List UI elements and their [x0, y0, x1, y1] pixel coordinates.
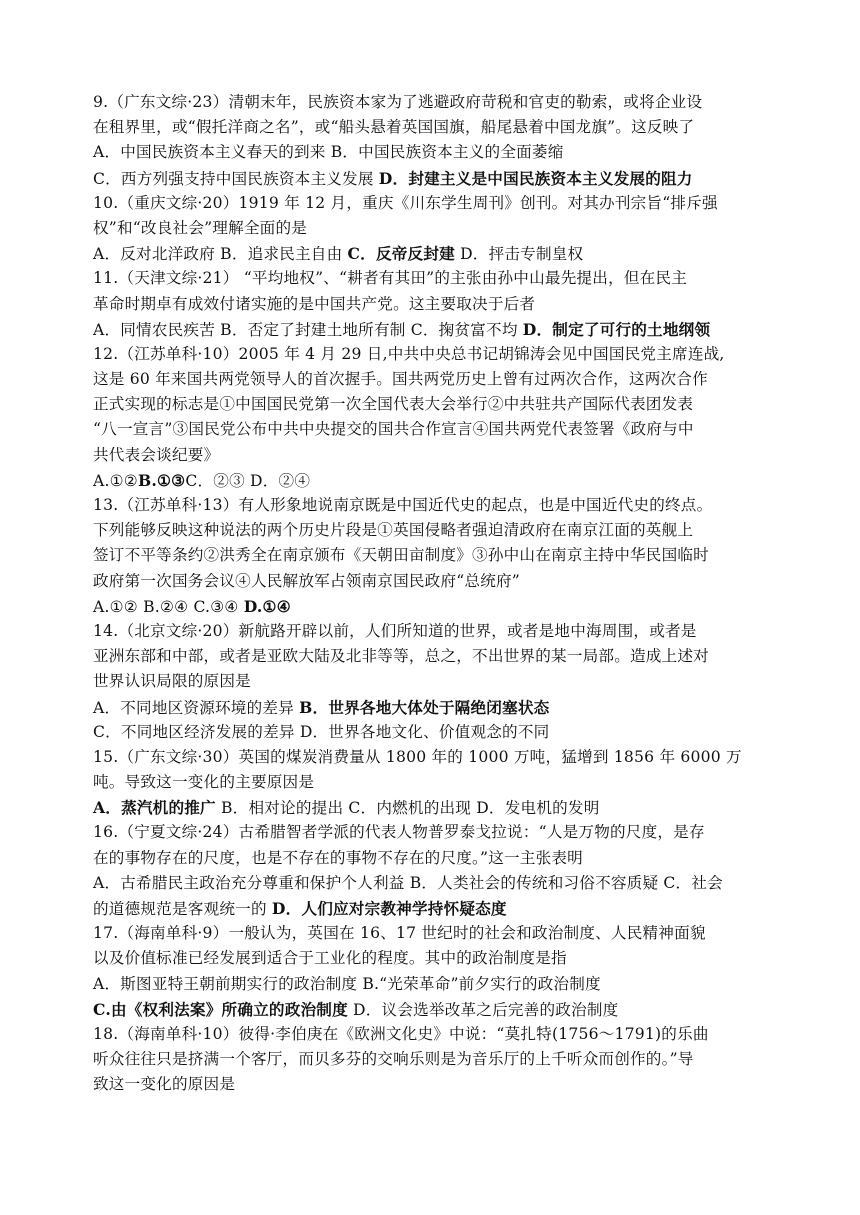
text-line: [93, 745, 773, 770]
line-text: 签订不平等条约②洪秀全在南京颁布《天朝田亩制度》③孙中山在南京主持中华民国临时: [93, 546, 709, 565]
line-text: C．西方列强支持中国民族资本主义发展: [93, 169, 379, 188]
line-text: A.①②: [93, 471, 138, 490]
text-line: [93, 896, 773, 921]
text-line: [93, 292, 773, 317]
answer-text: D．封建主义是中国民族资本主义发展的阻力: [378, 168, 693, 188]
line-text: A．中国民族资本主义春天的到来 B．中国民族资本主义的全面萎缩: [93, 143, 564, 162]
line-text: 11.（天津文综·21） “平均地权”、“耕者有其田”的主张由孙中山最先提出，但在民主: [93, 269, 688, 288]
answer-text: C．反帝反封建: [347, 244, 455, 264]
line-text: 16.（宁夏文综·24）古希腊智者学派的代表人物普罗泰戈拉说：“人是万物的尺度，是存: [93, 823, 705, 842]
text-line: [93, 1022, 773, 1047]
text-line: [93, 619, 773, 644]
text-line: [93, 669, 773, 694]
line-text: “八一宣言”③国民党公布中共中央提交的国共合作宣言④国共两党代表签署《政府与中: [93, 420, 694, 439]
text-line: [93, 468, 773, 493]
line-text: 15.（广东文综·30）英国的煤炭消费量从 1800 年的 1000 万吨，猛增到 1856 年 6000 万: [93, 747, 742, 766]
line-text: 在租界里，或“假托洋商之名”，或“船头悬着英国国旗，船尾悬着中国龙旗”。这反映了: [93, 118, 695, 137]
line-text: 下列能够反映这种说法的两个历史片段是①英国侵略者强迫清政府在南京江面的英舰上: [93, 521, 694, 540]
line-text: 正式实现的标志是①中国国民党第一次全国代表大会举行②中共驻共产国际代表团发表: [93, 395, 694, 414]
text-line: [93, 1047, 773, 1072]
line-text: 这是 60 年来国共两党领导人的首次握手。国共两党历史上曾有过两次合作，这两次合作: [93, 370, 708, 389]
line-text: A．同情农民疾苦 B．否定了封建土地所有制 C．掬贫富不均: [93, 320, 523, 339]
answer-text: B.①③: [137, 470, 186, 490]
text-line: [93, 997, 773, 1022]
line-text: 17.（海南单科·9）一般认为，英国在 16、17 世纪时的社会和政治制度、人民精神面貌: [93, 924, 706, 943]
text-line: [93, 644, 773, 669]
line-text: 10.（重庆文综·20）1919 年 12 月，重庆《川东学生周刊》创刊。对其办刊宗旨“排斥强: [93, 193, 718, 212]
text-line: [93, 417, 773, 442]
line-text: 革命时期卓有成效付诸实施的是中国共产党。这主要取决于后者: [93, 294, 536, 313]
text-line: [93, 921, 773, 946]
line-text: D．抨击专制皇权: [454, 245, 584, 264]
line-text: 以及价值标准已经发展到适合于工业化的程度。其中的政治制度是指: [93, 949, 567, 968]
line-text: A.①② B.②④ C.③④: [93, 597, 244, 616]
line-text: 12.（江苏单科·10）2005 年 4 月 29 日,中共中央总书记胡锦涛会见中国国民党主席连战,: [93, 344, 725, 363]
text-line: [93, 770, 773, 795]
text-line: [93, 367, 773, 392]
line-text: 世界认识局限的原因是: [93, 672, 251, 691]
text-line: [93, 317, 773, 342]
text-line: [93, 543, 773, 568]
text-line: [93, 569, 773, 594]
line-text: 在的事物存在的尺度，也是不存在的事物不存在的尺度。”这一主张表明: [93, 848, 583, 867]
line-text: 听众往往只是挤满一个客厅，而贝多芬的交响乐则是为音乐厅的上千听众而创作的。”导: [93, 1050, 694, 1069]
text-line: [93, 871, 773, 896]
line-text: 致这一变化的原因是: [93, 1075, 236, 1094]
line-text: 13.（江苏单科·13）有人形象地说南京既是中国近代史的起点，也是中国近代史的终点。: [93, 496, 713, 514]
line-text: C．不同地区经济发展的差异 D．世界各地文化、价值观念的不同: [93, 722, 550, 741]
line-text: A．古希腊民主政治充分尊重和保护个人利益 B．人类社会的传统和习俗不容质疑 C．社会: [93, 873, 723, 892]
text-line: [93, 266, 773, 291]
text-line: [93, 166, 773, 191]
text-line: [93, 820, 773, 845]
line-text: A．不同地区资源环境的差异: [93, 698, 300, 717]
text-line: [93, 140, 773, 165]
line-text: 9.（广东文综·23）清朝末年，民族资本家为了逃避政府苛税和官吏的勒索，或将企业设: [93, 93, 703, 111]
text-line: [93, 1072, 773, 1097]
text-line: [93, 518, 773, 543]
text-line: [93, 720, 773, 745]
text-line: [93, 443, 773, 468]
text-line: [93, 90, 773, 115]
line-text: D．议会选举改革之后完善的政治制度: [347, 1000, 619, 1019]
line-text: A．斯图亚特王朝前期实行的政治制度 B.“光荣革命”前夕实行的政治制度: [93, 974, 601, 993]
line-text: 的道德规范是客观统一的: [93, 900, 272, 918]
answer-text: D．人们应对宗教神学持怀疑态度: [271, 899, 507, 918]
text-line: [93, 493, 773, 518]
text-line: [93, 946, 773, 971]
line-text: 亚洲东部和中部，或者是亚欧大陆及北非等等，总之，不出世界的某一局部。造成上述对: [93, 647, 709, 666]
text-line: [93, 695, 773, 720]
line-text: 14.（北京文综·20）新航路开辟以前，人们所知道的世界，或者是地中海周围，或者是: [93, 621, 697, 640]
text-line: [93, 191, 773, 216]
text-line: [93, 216, 773, 241]
text-line: [93, 846, 773, 871]
line-text: C．②③ D．②④: [185, 471, 311, 490]
line-text: A．反对北洋政府 B．追求民主自由: [93, 245, 348, 264]
text-line: [93, 594, 773, 619]
answer-text: C.由《权利法案》所确立的政治制度: [93, 999, 348, 1019]
answer-text: D．制定了可行的土地纲领: [522, 319, 711, 339]
text-line: [93, 241, 773, 266]
line-text: 吨。导致这一变化的主要原因是: [93, 773, 315, 792]
line-text: 共代表会谈纪要》: [93, 445, 220, 464]
document-page: [93, 90, 773, 1098]
line-text: 政府第一次国务会议④人民解放军占领南京国民政府“总统府”: [93, 571, 520, 590]
answer-text: D.①④: [243, 596, 291, 616]
line-text: B．相对论的提出 C．内燃机的出现 D．发电机的发明: [215, 799, 600, 818]
text-line: [93, 392, 773, 417]
answer-text: A．蒸汽机的推广: [93, 798, 216, 818]
text-line: [93, 972, 773, 997]
answer-text: B．世界各地大体处于隔绝闭塞状态: [299, 697, 550, 717]
text-line: [93, 115, 773, 140]
text-line: [93, 795, 773, 820]
text-line: [93, 342, 773, 367]
line-text: 18.（海南单科·10）彼得·李伯庚在《欧洲文化史》中说：“莫扎特(1756～1791)的乐曲: [93, 1024, 709, 1043]
line-text: 权”和“改良社会”理解全面的是: [93, 218, 308, 237]
